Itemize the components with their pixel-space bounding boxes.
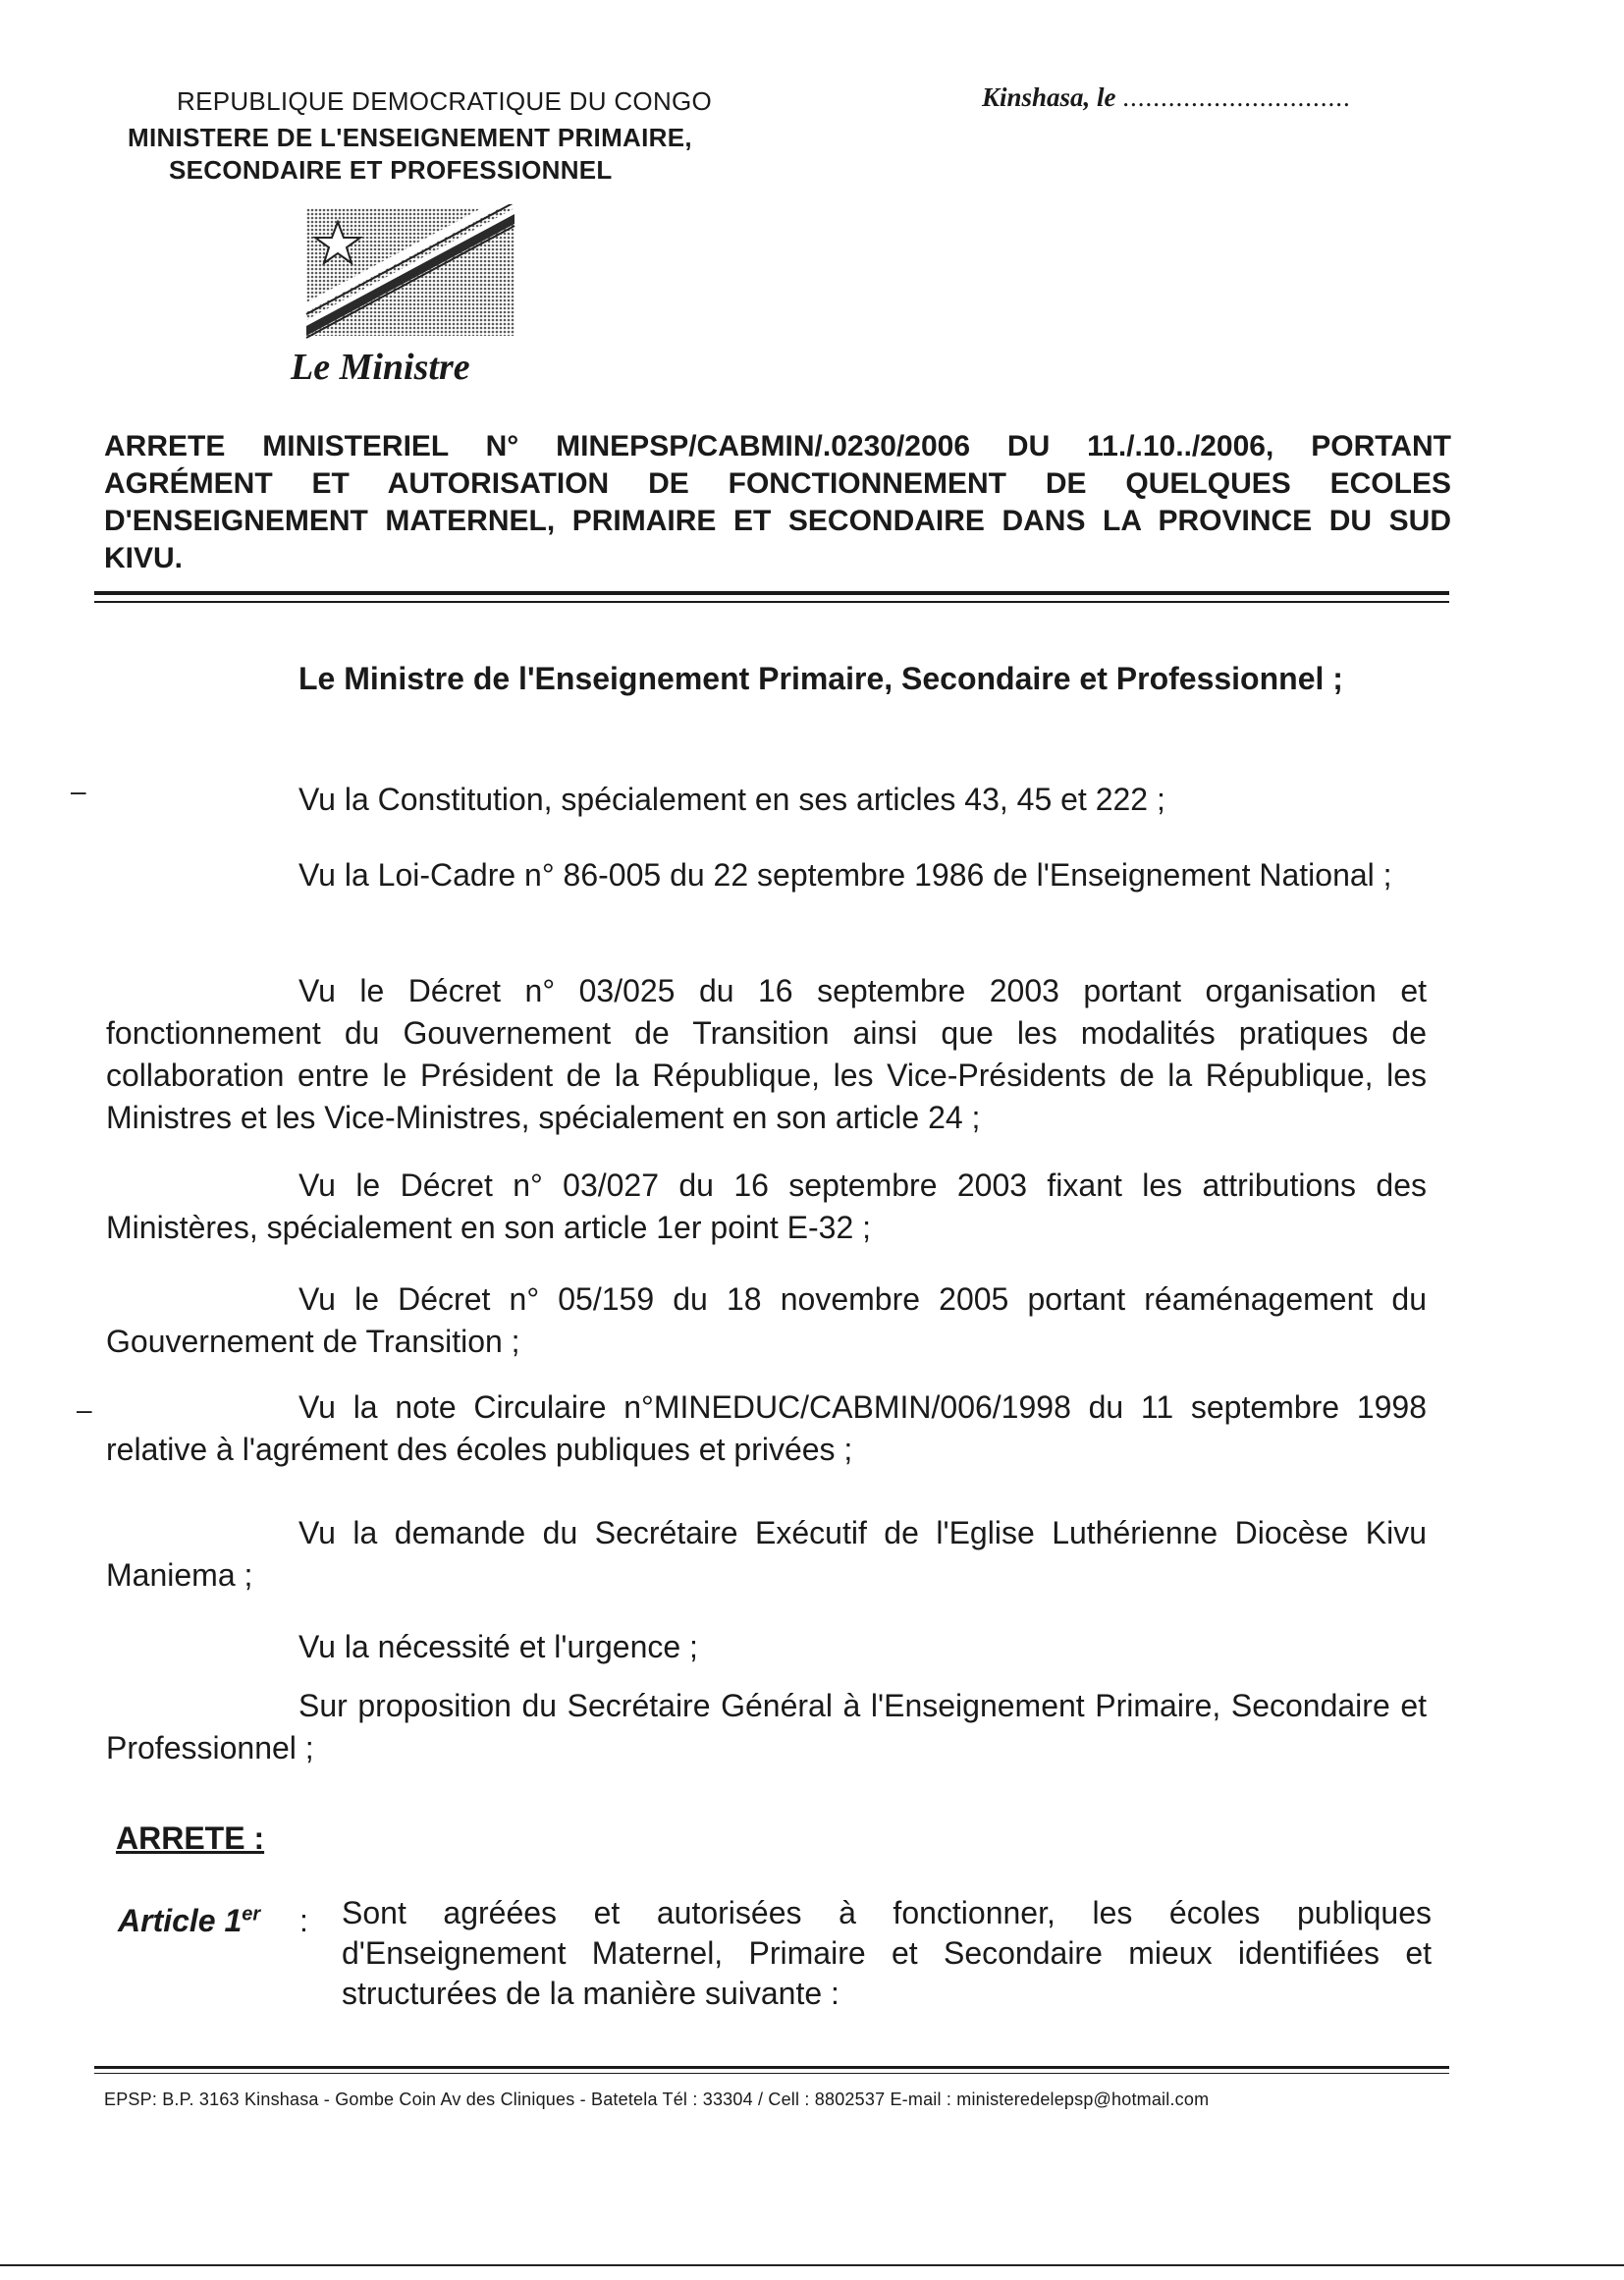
arrete-label: ARRETE : xyxy=(116,1820,265,1856)
minister-title: Le Ministre xyxy=(291,347,470,388)
decree-title: ARRETE MINISTERIEL N° MINEPSP/CABMIN/.0230/2006 DU 11./.10../2006, PORTANT AGRÉMENT ET AUTORISATION DE FONCTIONNEMENT DE QUELQUES ECOLES D'ENSEIGNEMENT MATERNEL, PRIMAIRE ET SECONDAIRE DANS LA PROVINCE DU SUD KIVU. xyxy=(104,430,1451,574)
date-placeholder: .............................. xyxy=(1122,82,1351,112)
visa-note-circulaire: Vu la note Circulaire n°MINEDUC/CABMIN/006/1998 du 11 septembre 1998 relative à l'agrément des écoles publiques et privées ; xyxy=(106,1389,1427,1467)
minister-intro: Le Ministre de l'Enseignement Primaire, Secondaire et Professionnel ; xyxy=(298,661,1343,696)
country-name: REPUBLIQUE DEMOCRATIQUE DU CONGO xyxy=(177,86,713,116)
footer-contact: EPSP: B.P. 3163 Kinshasa - Gombe Coin Av des Cliniques - Batetela Tél : 33304 / Cell : 8802537 E-mail : ministeredelepsp@hotmail.com xyxy=(104,2090,1210,2109)
drc-flag-emblem-icon xyxy=(302,204,518,347)
visa-necessite: Vu la nécessité et l'urgence ; xyxy=(298,1629,698,1664)
visa-demande: Vu la demande du Secrétaire Exécutif de l'Eglise Luthérienne Diocèse Kivu Maniema ; xyxy=(106,1515,1427,1593)
ministry-name-line1: MINISTERE DE L'ENSEIGNEMENT PRIMAIRE, xyxy=(128,123,692,152)
margin-mark: – xyxy=(77,1394,92,1425)
title-underline-thick xyxy=(94,591,1449,595)
footer-rule-thin xyxy=(94,2073,1449,2074)
visa-decret-03-025: Vu le Décret n° 03/025 du 16 septembre 2003 portant organisation et fonctionnement du Gouvernement de Transition ainsi que les modalités pratiques de collaboration entre le Président de la République, les Vice-Présidents de la République, les Ministres et les Vice-Ministres, spécialement en son article 24 ; xyxy=(106,973,1427,1135)
page-bottom-edge xyxy=(0,2264,1624,2266)
place-date xyxy=(982,82,1351,113)
title-underline-thin xyxy=(94,601,1449,603)
visa-loi-cadre: Vu la Loi-Cadre n° 86-005 du 22 septembre 1986 de l'Enseignement National ; xyxy=(298,857,1392,893)
proposition: Sur proposition du Secrétaire Général à l'Enseignement Primaire, Secondaire et Professionnel ; xyxy=(106,1688,1427,1765)
margin-mark: – xyxy=(71,776,86,806)
article-1-text: Sont agréées et autorisées à fonctionner, les écoles publiques d'Enseignement Maternel, Primaire et Secondaire mieux identifiées et structurées de la manière suivante : xyxy=(342,1895,1432,2011)
visa-decret-03-027: Vu le Décret n° 03/027 du 16 septembre 2003 fixant les attributions des Ministères, spécialement en son article 1er point E-32 ; xyxy=(106,1167,1427,1245)
footer-rule-thick xyxy=(94,2066,1449,2069)
visa-constitution: Vu la Constitution, spécialement en ses articles 43, 45 et 222 ; xyxy=(298,782,1165,817)
article-1-colon: : xyxy=(299,1903,308,1938)
ministry-name-line2: SECONDAIRE ET PROFESSIONNEL xyxy=(169,155,613,185)
article-1-label: Article 1er xyxy=(118,1903,261,1938)
visa-decret-05-159: Vu le Décret n° 05/159 du 18 novembre 2005 portant réaménagement du Gouvernement de Transition ; xyxy=(106,1281,1427,1359)
city-label: Kinshasa, le xyxy=(982,82,1116,112)
